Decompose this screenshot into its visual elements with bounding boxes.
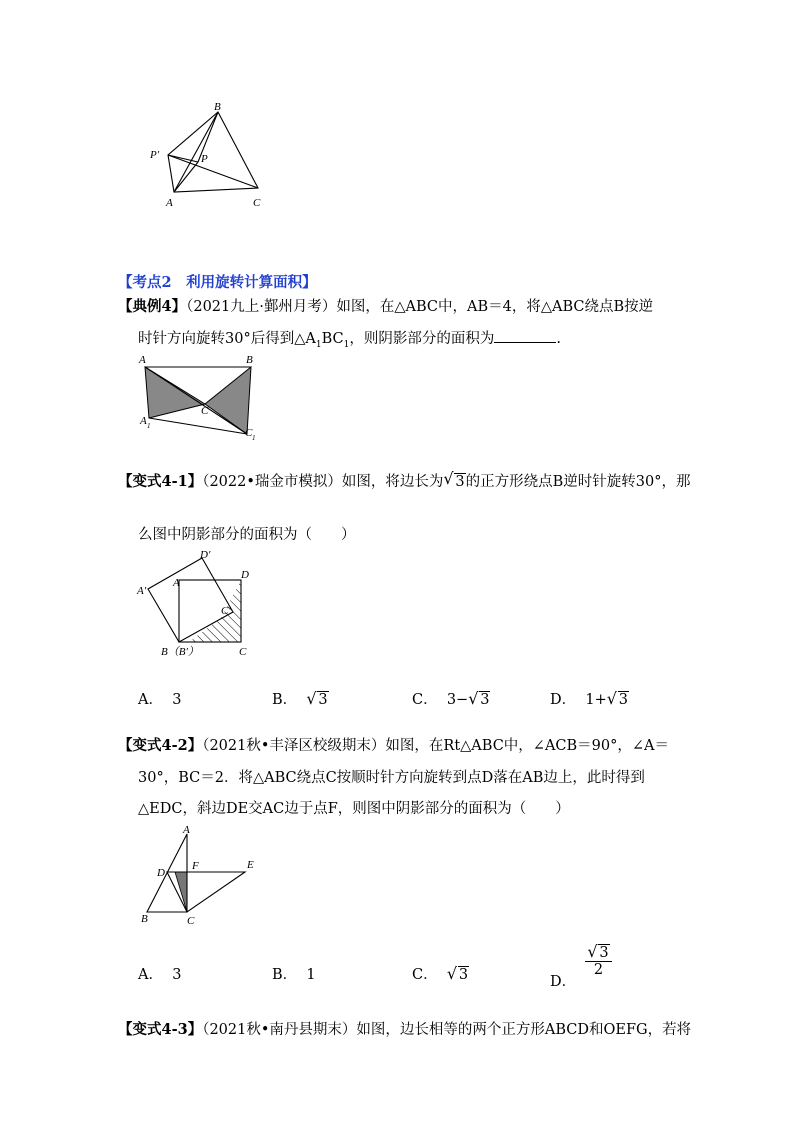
fig1-label-b: B <box>214 101 221 113</box>
variant43-tag: 【变式4-3】 <box>118 1021 203 1038</box>
option-d2-key: D． <box>550 973 577 990</box>
fig4-label-b: B <box>141 913 148 925</box>
sqrt-expression: √ 3 <box>443 469 465 490</box>
variant42-line3: △EDC，斜边DE交AC边于点F，则图中阴影部分的面积为（ ） <box>138 801 570 817</box>
variant41-text1a: （2022•瑞金市模拟）如图，将边长为 <box>202 474 444 490</box>
fig4-label-e: E <box>247 859 254 871</box>
example4-sub1: 1 <box>315 339 322 350</box>
fig3-label-d-prime: D′ <box>200 549 211 561</box>
figure-right-triangle-rotation <box>135 826 265 926</box>
option-a[interactable] <box>138 688 181 709</box>
section-title: 【考点2 利用旋转计算面积】 <box>118 274 317 291</box>
variant43-text1: （2021秋•南丹县期末）如图，边长相等的两个正方形ABCD和OEFG，若将 <box>202 1022 692 1038</box>
option-b-sqrt: √ 3 <box>306 689 328 708</box>
fig3-label-c: C <box>239 646 247 658</box>
variant41-line2: 么图中阴影部分的面积为（ ） <box>138 527 356 543</box>
fig3-label-b: B（B′） <box>161 646 199 658</box>
fig1-label-c: C <box>253 197 261 209</box>
option-c[interactable] <box>412 688 490 709</box>
option-c-radicand: 3 <box>480 692 490 708</box>
fig3-label-a-prime: A′ <box>137 585 147 597</box>
option-b-radicand: 3 <box>318 692 328 708</box>
fig2-label-c1-sub: 1 <box>252 434 256 442</box>
example4-text2d: . <box>556 331 561 347</box>
option-b-key: B． <box>272 692 298 708</box>
option-a-value: 3 <box>172 692 182 708</box>
option-b2-value: 1 <box>306 967 316 983</box>
fig3-label-a: A <box>173 577 180 589</box>
variant42-tag: 【变式4-2】 <box>118 737 203 754</box>
fig1-label-p-prime: P' <box>150 149 160 161</box>
option-d2-radicand: 3 <box>599 945 609 961</box>
option-d-radicand: 3 <box>618 692 628 708</box>
fig4-label-d: D <box>157 867 165 879</box>
fig2-label-c1: C <box>245 427 253 439</box>
option-a2-value: 3 <box>172 967 182 983</box>
option-b[interactable] <box>272 688 329 709</box>
example4-text2c: ，则阴影部分的面积为 <box>349 331 495 347</box>
example4-text2b: BC <box>321 331 344 347</box>
option-c2-key: C． <box>412 967 438 983</box>
option-d-key: D． <box>550 692 577 708</box>
example4-line2 <box>138 328 561 355</box>
variant41-line1 <box>118 469 691 492</box>
fig3-label-d: D <box>241 569 249 581</box>
option-b-2[interactable] <box>272 963 316 984</box>
fig2-label-a: A <box>139 354 146 366</box>
option-a2-key: A． <box>138 967 163 983</box>
figure-rotated-square <box>135 548 265 660</box>
fig2-label-b: B <box>246 354 253 366</box>
option-d[interactable] <box>550 688 629 709</box>
variant42-line1 <box>118 736 669 756</box>
fig2-label-a1: A <box>140 415 147 427</box>
variant43-line1 <box>118 1020 691 1040</box>
example4-tag: 【典例4】 <box>118 298 187 315</box>
variant41-tag: 【变式4-1】 <box>118 473 203 490</box>
variant42-text1: （2021秋•丰泽区校级期末）如图，在Rt△ABC中，∠ACB＝90°，∠A＝ <box>202 738 669 754</box>
fig1-label-p: P <box>201 153 208 165</box>
fig4-label-a: A <box>183 826 190 836</box>
option-c2-sqrt: √ 3 <box>446 964 469 983</box>
example4-sub2: 1 <box>343 339 350 350</box>
option-c2-radicand: 3 <box>458 967 469 983</box>
example4-text1: （2021九上·鄞州月考）如图，在△ABC中，AB＝4，将△ABC绕点B按逆 <box>186 299 654 315</box>
fig1-label-a: A <box>166 197 173 209</box>
option-c-pre: 3− <box>446 692 469 708</box>
option-d2-denominator: 2 <box>593 962 604 978</box>
example4-line1 <box>118 297 653 317</box>
fig2-label-c: C <box>201 405 209 417</box>
option-d2-sqrt: √ 3 <box>587 942 609 961</box>
fig3-label-c-prime: C′ <box>221 605 231 617</box>
option-a-2[interactable] <box>138 963 181 984</box>
option-c-key: C． <box>412 692 438 708</box>
answer-blank <box>494 328 556 343</box>
variant41-radicand: 3 <box>455 474 465 490</box>
option-c-sqrt: √ 3 <box>468 689 490 708</box>
figure-triangle-rotation <box>140 100 280 215</box>
fig4-label-f: F <box>192 860 199 872</box>
option-d-2[interactable] <box>550 942 612 990</box>
option-b2-key: B． <box>272 967 298 983</box>
option-d2-fraction <box>585 942 611 978</box>
option-d-sqrt: √ 3 <box>606 689 628 708</box>
variant42-line2: 30°，BC＝2．将△ABC绕点C按顺时针方向旋转到点D落在AB边上，此时得到 <box>138 770 645 786</box>
fig2-label-a1-sub: 1 <box>147 422 151 430</box>
figure-shaded-rotation <box>135 352 265 444</box>
variant41-text1b: 的正方形绕点B逆时针旋转30°，那 <box>465 474 691 490</box>
option-a-key: A． <box>138 692 163 708</box>
option-d-pre: 1+ <box>585 692 607 708</box>
example4-text2a: 时针方向旋转30°后得到△A <box>138 331 316 347</box>
option-c-2[interactable] <box>412 963 469 984</box>
fig4-label-c: C <box>187 915 195 926</box>
